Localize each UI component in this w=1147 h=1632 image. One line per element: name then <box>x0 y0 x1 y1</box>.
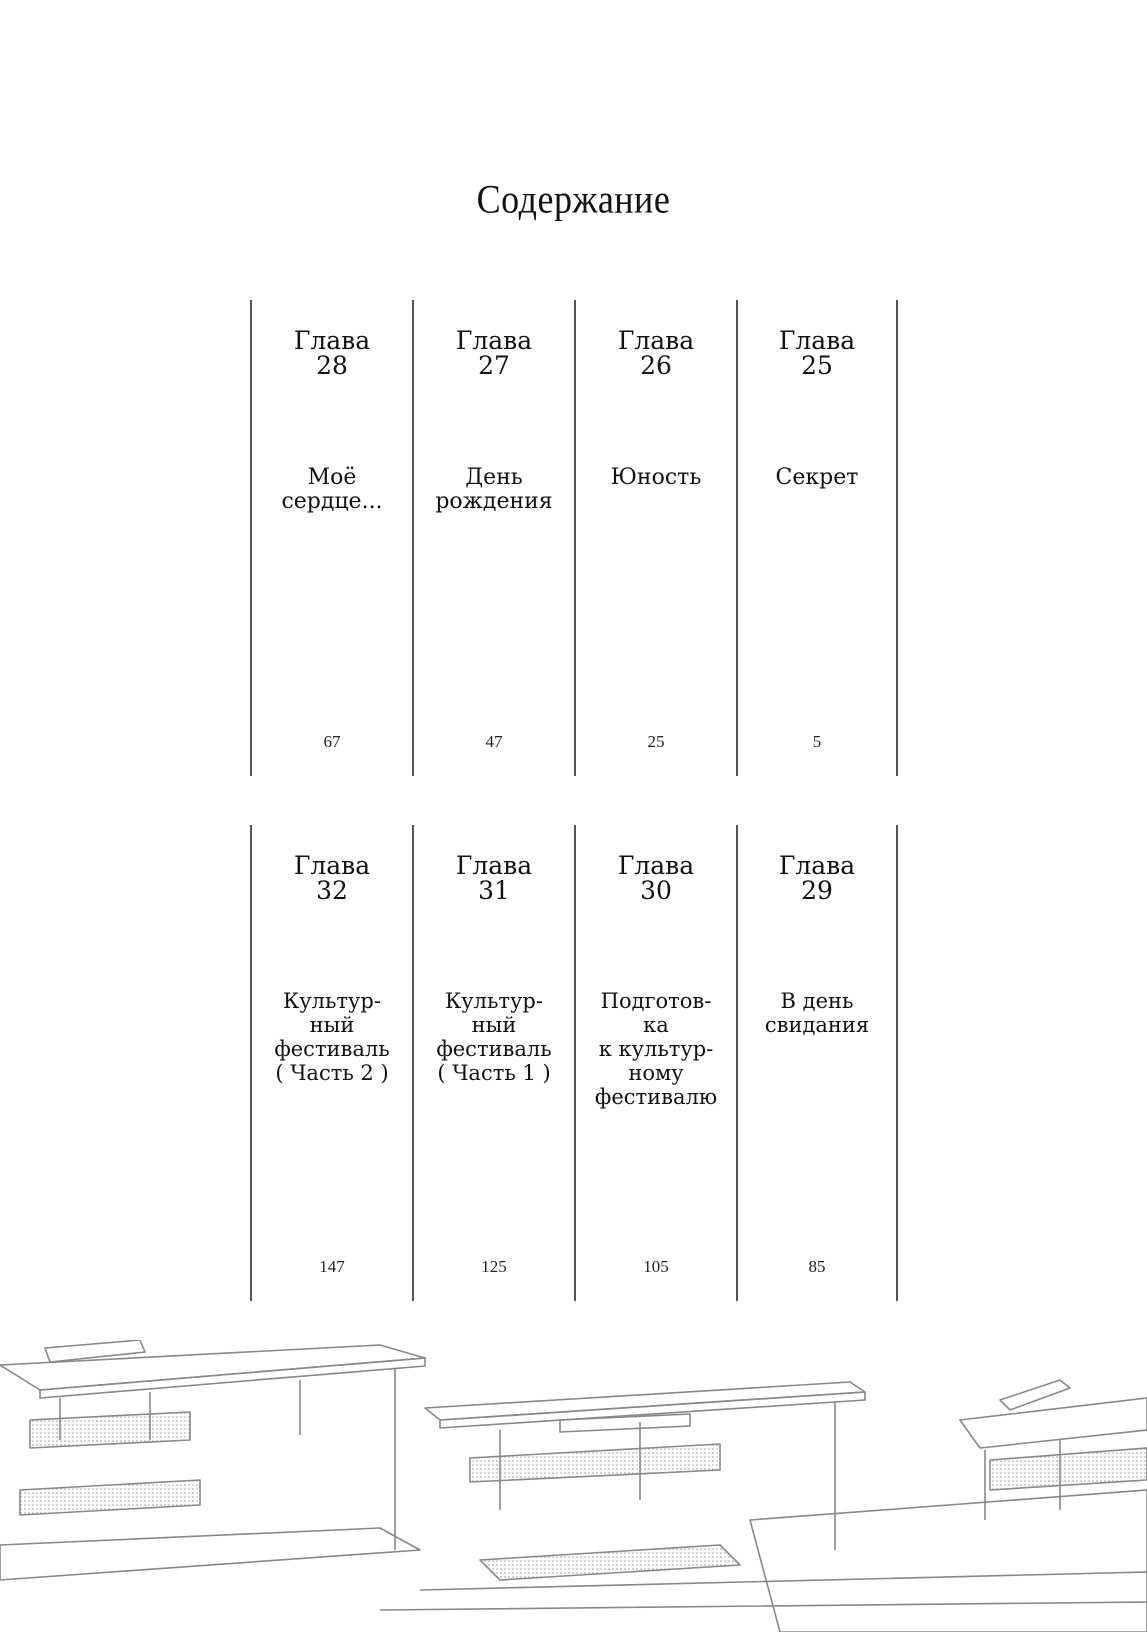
chapter-title: День рождения <box>435 465 553 514</box>
chapter-title: Культур- ный фестиваль ( Часть 2 ) <box>274 989 390 1085</box>
page-number: 67 <box>323 732 341 751</box>
chapter-number: Глава 28 <box>293 326 371 380</box>
page-number: 5 <box>812 732 822 751</box>
chapter-number: Глава 30 <box>617 851 695 905</box>
toc-entry[interactable] <box>574 300 736 776</box>
chapter-title: Юность <box>610 465 702 490</box>
chapter-number: Глава 29 <box>778 851 856 905</box>
page-number: 147 <box>319 1257 345 1276</box>
page-number: 25 <box>647 732 665 751</box>
chapter-number: Глава 25 <box>778 326 856 380</box>
toc-entry[interactable] <box>250 825 412 1301</box>
toc-entry[interactable] <box>412 300 574 776</box>
chapter-title: В день свидания <box>764 989 870 1037</box>
page-number: 85 <box>808 1257 826 1276</box>
chapter-number: Глава 26 <box>617 326 695 380</box>
page-number: 105 <box>643 1257 669 1276</box>
page-number: 47 <box>485 732 503 751</box>
toc-entry[interactable] <box>412 825 574 1301</box>
classroom-desks-illustration <box>0 1340 1147 1632</box>
chapter-title: Культур- ный фестиваль ( Часть 1 ) <box>436 989 552 1085</box>
toc-entry[interactable] <box>574 825 736 1301</box>
page-number: 125 <box>481 1257 507 1276</box>
chapter-number: Глава 31 <box>455 851 533 905</box>
page-title: Содержание <box>476 176 671 222</box>
chapter-title: Моё сердце... <box>281 465 383 514</box>
chapter-number: Глава 32 <box>293 851 371 905</box>
chapter-title: Подготов- ка к культур- ному фестивалю <box>594 989 718 1109</box>
toc-row-2 <box>250 825 898 1301</box>
chapter-title: Секрет <box>775 465 859 490</box>
chapter-number: Глава 27 <box>455 326 533 380</box>
toc-entry[interactable] <box>250 300 412 776</box>
toc-entry[interactable] <box>736 300 898 776</box>
toc-row-1 <box>250 300 898 776</box>
toc-entry[interactable] <box>736 825 898 1301</box>
